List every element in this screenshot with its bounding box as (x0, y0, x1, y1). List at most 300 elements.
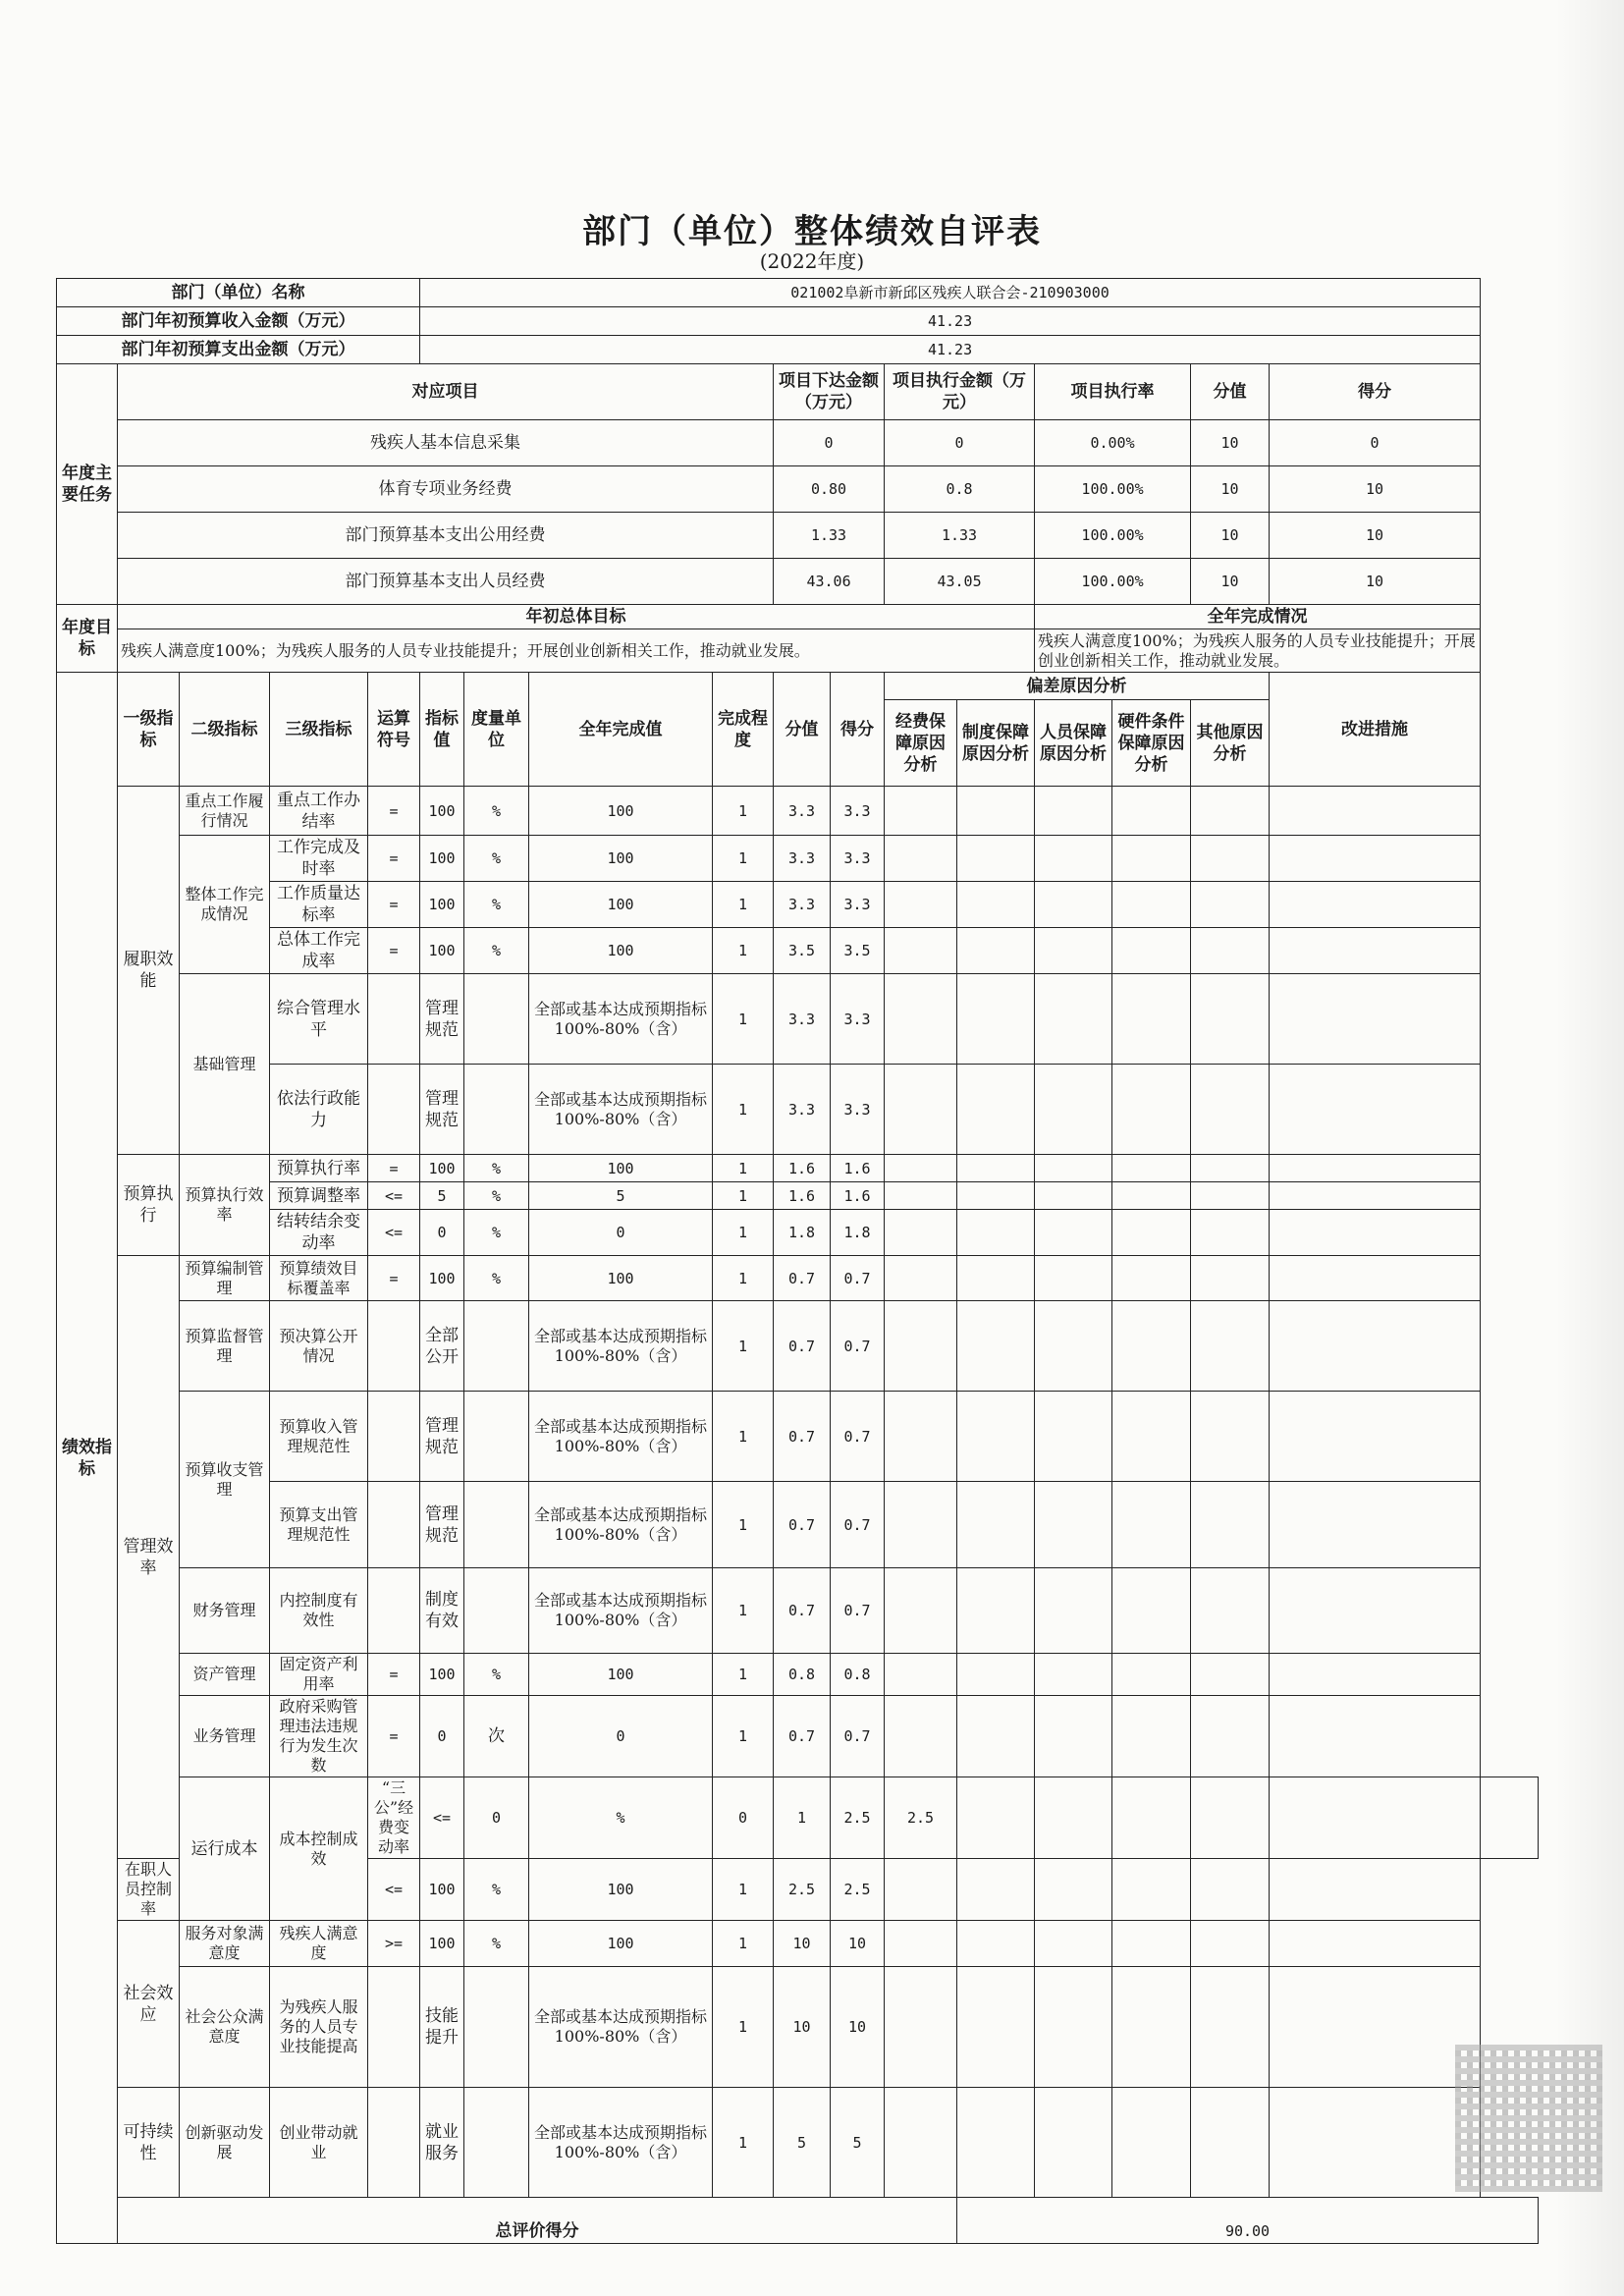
improvement (1270, 1065, 1481, 1155)
deviation-funding (885, 1301, 957, 1392)
indicator-score-value: 3.3 (774, 974, 831, 1065)
indicator-operator: = (368, 787, 420, 836)
indicator-level3: 预算支出管理规范性 (270, 1482, 368, 1568)
indicator-target: 100 (420, 1859, 464, 1921)
indicator-row (57, 1921, 1539, 1967)
deviation-other (1191, 1967, 1270, 2088)
indicator-completion: 1 (713, 1256, 774, 1301)
indicator-score: 0.8 (831, 1654, 885, 1696)
indicator-operator: = (368, 1654, 420, 1696)
indicator-level3: 依法行政能力 (270, 1065, 368, 1155)
deviation-funding (885, 1859, 957, 1921)
indicator-completion: 1 (713, 1182, 774, 1210)
indicator-unit: % (464, 787, 529, 836)
indicator-score-value: 0.7 (774, 1392, 831, 1482)
deviation-staff (1035, 974, 1112, 1065)
task-executed: 43.05 (885, 559, 1035, 605)
indicator-target: 0 (420, 1210, 464, 1256)
deviation-other (1191, 1654, 1270, 1696)
deviation-hardware (1112, 1155, 1191, 1182)
task-item: 部门预算基本支出公用经费 (118, 513, 774, 559)
indicator-unit (464, 1392, 529, 1482)
indicator-unit: % (464, 1859, 529, 1921)
indicator-level3: 固定资产利用率 (270, 1654, 368, 1696)
task-score: 10 (1270, 513, 1481, 559)
indicator-target: 100 (420, 836, 464, 882)
deviation-system (957, 1568, 1035, 1654)
deviation-funding (885, 1654, 957, 1696)
improvement (1270, 1921, 1481, 1967)
header-unit: 度量单位 (464, 673, 529, 787)
indicator-unit (464, 2088, 529, 2198)
indicator-target: 管理规范 (420, 1065, 464, 1155)
task-item: 体育专项业务经费 (118, 466, 774, 513)
indicator-row (57, 1777, 1539, 1859)
sub-fuwu: 服务对象满意度 (180, 1921, 270, 1967)
deviation-hardware (1112, 2088, 1191, 2198)
indicator-operator: = (368, 1696, 420, 1777)
task-allocated: 0 (774, 420, 885, 466)
header-score-value: 分值 (774, 673, 831, 787)
deviation-other (1191, 1568, 1270, 1654)
indicator-target: 100 (420, 1256, 464, 1301)
deviation-hardware (1112, 1568, 1191, 1654)
goals-completion-text: 残疾人满意度100%；为残疾人服务的人员专业技能提升；开展创业创新相关工作，推动就业发展。 (1035, 629, 1481, 673)
deviation-system (957, 1065, 1035, 1155)
indicator-completion: 1 (713, 1301, 774, 1392)
improvement (1270, 1301, 1481, 1392)
improvement (1270, 1859, 1481, 1921)
indicator-target: 5 (420, 1182, 464, 1210)
indicator-score-value: 2.5 (774, 1859, 831, 1921)
deviation-system (957, 787, 1035, 836)
improvement (1270, 1182, 1481, 1210)
header-level1: 一级指标 (118, 673, 180, 787)
indicator-level3: 重点工作办结率 (270, 787, 368, 836)
indicator-unit: % (464, 1921, 529, 1967)
indicator-operator: <= (420, 1777, 464, 1859)
indicator-actual: 100 (529, 928, 713, 974)
unit-name-label: 部门（单位）名称 (57, 279, 420, 307)
indicator-level3: 创业带动就业 (270, 2088, 368, 2198)
indicator-score: 0.7 (831, 1301, 885, 1392)
deviation-staff (1035, 1182, 1112, 1210)
sub-jiandu: 预算监督管理 (180, 1301, 270, 1392)
header-dev-system: 制度保障原因分析 (957, 700, 1035, 787)
indicator-score: 10 (831, 1921, 885, 1967)
deviation-other (1191, 1155, 1270, 1182)
deviation-system (957, 1482, 1035, 1568)
indicator-level3: 综合管理水平 (270, 974, 368, 1065)
indicator-actual: 100 (529, 787, 713, 836)
task-row (57, 466, 1539, 513)
deviation-hardware (1112, 1256, 1191, 1301)
sub-chuangxin: 创新驱动发展 (180, 2088, 270, 2198)
indicator-score: 10 (831, 1967, 885, 2088)
indicator-completion: 1 (713, 1654, 774, 1696)
indicator-completion: 1 (713, 882, 774, 928)
indicator-row (57, 974, 1539, 1065)
indicator-target: 管理规范 (420, 974, 464, 1065)
indicator-score: 3.3 (831, 787, 885, 836)
indicator-row (57, 1301, 1539, 1392)
deviation-hardware (1112, 1654, 1191, 1696)
indicator-row (57, 836, 1539, 882)
task-executed: 0 (885, 420, 1035, 466)
task-rate: 100.00% (1035, 466, 1191, 513)
deviation-other (1191, 1301, 1270, 1392)
indicator-actual: 全部或基本达成预期指标100%-80%（含） (529, 1482, 713, 1568)
deviation-other (1191, 974, 1270, 1065)
indicator-operator: <= (368, 1210, 420, 1256)
indicator-actual: 100 (529, 1921, 713, 1967)
indicator-target: 技能提升 (420, 1967, 464, 2088)
indicator-score: 1.6 (831, 1155, 885, 1182)
indicator-target: 100 (420, 882, 464, 928)
deviation-other (1270, 1777, 1481, 1859)
task-rate: 100.00% (1035, 559, 1191, 605)
indicator-operator (368, 1065, 420, 1155)
deviation-funding (885, 836, 957, 882)
improvement (1270, 1155, 1481, 1182)
deviation-staff (1035, 1568, 1112, 1654)
indicator-completion: 1 (713, 1392, 774, 1482)
deviation-hardware (1112, 836, 1191, 882)
indicator-unit: % (464, 1210, 529, 1256)
sub-zichan: 资产管理 (180, 1654, 270, 1696)
indicators-section-label: 绩效指标 (57, 673, 118, 2244)
deviation-funding (885, 928, 957, 974)
tasks-header-score-value: 分值 (1191, 364, 1270, 420)
improvement (1270, 836, 1481, 882)
indicator-unit (464, 1301, 529, 1392)
task-score-value: 10 (1191, 420, 1270, 466)
task-rate: 0.00% (1035, 420, 1191, 466)
header-dev-staff: 人员保障原因分析 (1035, 700, 1112, 787)
task-score-value: 10 (1191, 513, 1270, 559)
indicator-level3: 结转结余变动率 (270, 1210, 368, 1256)
group-guanli: 管理效率 (118, 1256, 180, 1859)
indicator-score: 1.8 (831, 1210, 885, 1256)
indicator-score: 0.7 (831, 1696, 885, 1777)
indicator-unit (464, 974, 529, 1065)
indicator-completion: 1 (713, 1482, 774, 1568)
indicator-level3: 在职人员控制率 (118, 1859, 180, 1921)
deviation-system (957, 1210, 1035, 1256)
indicator-target: 0 (420, 1696, 464, 1777)
deviation-funding (885, 974, 957, 1065)
indicator-level3: 工作完成及时率 (270, 836, 368, 882)
deviation-funding (885, 1182, 957, 1210)
deviation-staff (1035, 1210, 1112, 1256)
deviation-other (1191, 1392, 1270, 1482)
indicator-score: 2.5 (831, 1859, 885, 1921)
group-kechixu: 可持续性 (118, 2088, 180, 2198)
indicator-operator: >= (368, 1921, 420, 1967)
deviation-system (957, 1921, 1035, 1967)
deviation-hardware (1112, 1210, 1191, 1256)
group-yunxing: 运行成本 (180, 1777, 270, 1921)
indicator-score-value: 1.6 (774, 1155, 831, 1182)
indicator-unit (464, 1065, 529, 1155)
indicator-score: 0.7 (831, 1482, 885, 1568)
qr-code-icon (1455, 2045, 1602, 2192)
indicator-level3: 政府采购管理违法违规行为发生次数 (270, 1696, 368, 1777)
indicator-unit: % (464, 1155, 529, 1182)
indicator-target: 管理规范 (420, 1482, 464, 1568)
indicator-unit: % (464, 1182, 529, 1210)
deviation-funding (885, 1967, 957, 2088)
task-allocated: 0.80 (774, 466, 885, 513)
group-lvzhi: 履职效能 (118, 787, 180, 1155)
deviation-funding (885, 787, 957, 836)
deviation-hardware (1112, 974, 1191, 1065)
header-score: 得分 (831, 673, 885, 787)
indicator-completion: 1 (713, 1065, 774, 1155)
indicator-score: 0.7 (831, 1392, 885, 1482)
indicator-level3: 残疾人满意度 (270, 1921, 368, 1967)
indicator-operator (368, 1301, 420, 1392)
indicator-unit: % (529, 1777, 713, 1859)
tasks-header-item: 对应项目 (118, 364, 774, 420)
indicator-score: 2.5 (885, 1777, 957, 1859)
sub-zhixing: 预算执行效率 (180, 1155, 270, 1256)
indicator-score-value: 1.8 (774, 1210, 831, 1256)
deviation-hardware (1112, 1182, 1191, 1210)
indicator-completion: 1 (713, 1210, 774, 1256)
total-label: 总评价得分 (118, 2198, 957, 2244)
improvement (1270, 1210, 1481, 1256)
deviation-hardware (1112, 928, 1191, 974)
indicator-operator (368, 1392, 420, 1482)
scan-shadow (1555, 0, 1624, 2296)
indicator-actual: 全部或基本达成预期指标100%-80%（含） (529, 974, 713, 1065)
deviation-system (957, 882, 1035, 928)
task-rate: 100.00% (1035, 513, 1191, 559)
header-operator: 运算符号 (368, 673, 420, 787)
tasks-section-label: 年度主要任务 (57, 364, 118, 605)
group-yusuan: 预算执行 (118, 1155, 180, 1256)
deviation-funding (885, 1696, 957, 1777)
sub-bianzhi: 预算编制管理 (180, 1256, 270, 1301)
deviation-hardware (1112, 1392, 1191, 1482)
indicator-score: 3.5 (831, 928, 885, 974)
header-dev-other: 其他原因分析 (1191, 700, 1270, 787)
indicator-actual: 全部或基本达成预期指标100%-80%（含） (529, 1392, 713, 1482)
indicator-actual: 全部或基本达成预期指标100%-80%（含） (529, 2088, 713, 2198)
deviation-hardware (1112, 1065, 1191, 1155)
improvement (1270, 974, 1481, 1065)
deviation-staff (1035, 836, 1112, 882)
deviation-funding (885, 1921, 957, 1967)
indicator-actual: 0 (529, 1696, 713, 1777)
sub-caiwu: 财务管理 (180, 1568, 270, 1654)
improvement (1270, 787, 1481, 836)
indicator-score-value: 10 (774, 1967, 831, 2088)
indicator-unit: 次 (464, 1696, 529, 1777)
indicator-operator: = (368, 882, 420, 928)
indicator-score-value: 5 (774, 2088, 831, 2198)
indicator-completion: 1 (713, 1859, 774, 1921)
improvement (1270, 1256, 1481, 1301)
indicator-score-value: 3.3 (774, 882, 831, 928)
indicator-completion: 1 (713, 1967, 774, 2088)
indicator-row (57, 882, 1539, 928)
group-shehui: 社会效应 (118, 1921, 180, 2088)
indicator-target: 100 (420, 787, 464, 836)
deviation-staff (1112, 1777, 1191, 1859)
deviation-staff (1035, 787, 1112, 836)
deviation-other (1191, 787, 1270, 836)
sub-yewu: 业务管理 (180, 1696, 270, 1777)
indicator-operator (368, 2088, 420, 2198)
indicator-score-value: 3.3 (774, 1065, 831, 1155)
indicator-level3: 预算收入管理规范性 (270, 1392, 368, 1482)
header-dev-funding: 经费保障原因分析 (885, 700, 957, 787)
indicator-score-value: 2.5 (831, 1777, 885, 1859)
indicator-score-value: 0.7 (774, 1256, 831, 1301)
indicator-operator: = (368, 836, 420, 882)
indicator-actual: 0 (713, 1777, 774, 1859)
deviation-hardware (1112, 1301, 1191, 1392)
indicator-unit: % (464, 1654, 529, 1696)
indicator-row (57, 1155, 1539, 1182)
indicator-row (57, 787, 1539, 836)
indicator-operator: <= (368, 1182, 420, 1210)
indicator-unit (464, 1482, 529, 1568)
header-level3: 三级指标 (270, 673, 368, 787)
task-executed: 1.33 (885, 513, 1035, 559)
deviation-hardware (1112, 1482, 1191, 1568)
deviation-funding (885, 1392, 957, 1482)
sub-shouzhi: 预算收支管理 (180, 1392, 270, 1568)
deviation-hardware (1112, 1859, 1191, 1921)
indicator-row (57, 1392, 1539, 1482)
indicator-actual: 全部或基本达成预期指标100%-80%（含） (529, 1568, 713, 1654)
indicator-score-value: 1.6 (774, 1182, 831, 1210)
deviation-staff (1035, 1155, 1112, 1182)
indicator-target: 全部公开 (420, 1301, 464, 1392)
deviation-funding (885, 1256, 957, 1301)
income-label: 部门年初预算收入金额（万元） (57, 307, 420, 336)
indicator-operator (368, 1482, 420, 1568)
indicator-completion: 1 (713, 1568, 774, 1654)
deviation-funding (885, 882, 957, 928)
deviation-system (957, 1967, 1035, 2088)
indicator-level3: 内控制度有效性 (270, 1568, 368, 1654)
indicator-level3: 总体工作完成率 (270, 928, 368, 974)
deviation-staff (1035, 1654, 1112, 1696)
expense-label: 部门年初预算支出金额（万元） (57, 336, 420, 364)
indicator-score: 0.7 (831, 1568, 885, 1654)
indicator-target: 就业服务 (420, 2088, 464, 2198)
task-allocated: 43.06 (774, 559, 885, 605)
deviation-other (1191, 1182, 1270, 1210)
indicator-score-value: 3.3 (774, 836, 831, 882)
deviation-other (1191, 882, 1270, 928)
indicator-row (57, 1256, 1539, 1301)
indicator-operator (368, 974, 420, 1065)
deviation-system (957, 1301, 1035, 1392)
indicator-operator: <= (368, 1859, 420, 1921)
indicator-target: 100 (420, 1654, 464, 1696)
deviation-other (1191, 1210, 1270, 1256)
indicator-score: 1.6 (831, 1182, 885, 1210)
indicator-completion: 1 (713, 2088, 774, 2198)
indicator-score-value: 0.7 (774, 1696, 831, 1777)
deviation-other (1191, 1859, 1270, 1921)
indicator-score-value: 0.7 (774, 1482, 831, 1568)
header-completion: 完成程度 (713, 673, 774, 787)
deviation-system (957, 1155, 1035, 1182)
improvement (1270, 882, 1481, 928)
deviation-staff (1035, 1482, 1112, 1568)
indicator-score-value: 3.3 (774, 787, 831, 836)
indicator-actual: 全部或基本达成预期指标100%-80%（含） (529, 1065, 713, 1155)
tasks-header-score: 得分 (1270, 364, 1481, 420)
indicator-target: 100 (420, 928, 464, 974)
goals-initial-header: 年初总体目标 (118, 605, 1035, 629)
header-actual: 全年完成值 (529, 673, 713, 787)
tasks-header-rate: 项目执行率 (1035, 364, 1191, 420)
deviation-hardware (1112, 1967, 1191, 2088)
indicator-unit: % (464, 928, 529, 974)
deviation-system (957, 928, 1035, 974)
goals-section-label: 年度目标 (57, 605, 118, 673)
indicator-unit (464, 1967, 529, 2088)
improvement (1270, 1392, 1481, 1482)
deviation-other (1191, 1065, 1270, 1155)
indicator-target: 100 (420, 1921, 464, 1967)
deviation-hardware (1191, 1777, 1270, 1859)
header-target: 指标值 (420, 673, 464, 787)
indicator-score-value: 10 (774, 1921, 831, 1967)
tasks-header-allocated: 项目下达金额（万元） (774, 364, 885, 420)
indicator-row (57, 1654, 1539, 1696)
sub-zhongdian: 重点工作履行情况 (180, 787, 270, 836)
indicator-actual: 100 (529, 1256, 713, 1301)
indicator-operator (368, 1568, 420, 1654)
indicator-completion: 1 (713, 1696, 774, 1777)
deviation-staff (1035, 928, 1112, 974)
task-score-value: 10 (1191, 559, 1270, 605)
improvement (1481, 1777, 1539, 1859)
task-score: 0 (1270, 420, 1481, 466)
indicator-completion: 1 (713, 928, 774, 974)
deviation-staff (1035, 882, 1112, 928)
indicator-row (57, 1696, 1539, 1777)
indicator-row (57, 1182, 1539, 1210)
sub-zhengti: 整体工作完成情况 (180, 836, 270, 974)
indicator-unit: % (464, 882, 529, 928)
deviation-other (1191, 1921, 1270, 1967)
indicator-unit: % (464, 836, 529, 882)
task-row (57, 559, 1539, 605)
improvement (1270, 1482, 1481, 1568)
indicator-completion: 1 (713, 1921, 774, 1967)
task-score: 10 (1270, 559, 1481, 605)
header-deviation: 偏差原因分析 (885, 673, 1270, 700)
task-score: 10 (1270, 466, 1481, 513)
deviation-other (1191, 1696, 1270, 1777)
tasks-header-executed: 项目执行金额（万元） (885, 364, 1035, 420)
sub-jichu: 基础管理 (180, 974, 270, 1155)
indicator-score-value: 0.7 (774, 1301, 831, 1392)
indicator-level3: 预算执行率 (270, 1155, 368, 1182)
deviation-other (1191, 928, 1270, 974)
deviation-system (957, 1696, 1035, 1777)
improvement (1270, 928, 1481, 974)
